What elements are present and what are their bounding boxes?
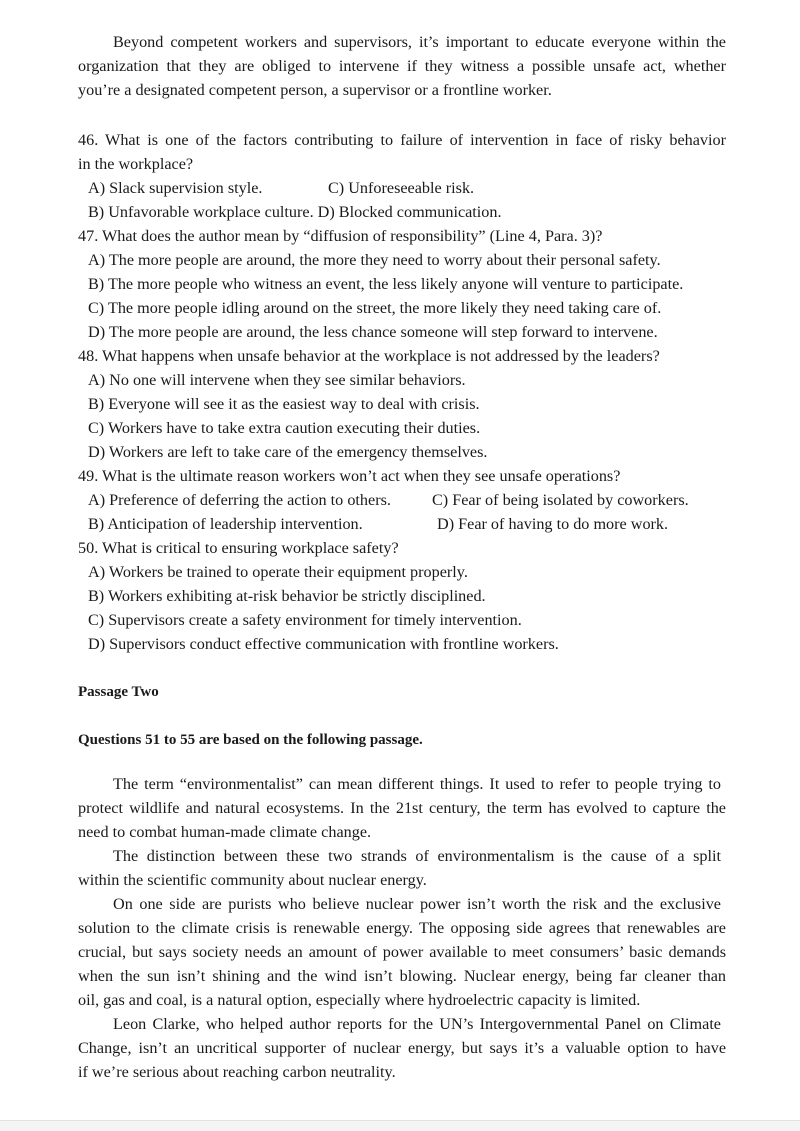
passage-line-6: On one side are purists who believe nuclear power isn’t worth the risk and the exclusive — [113, 895, 721, 913]
q46-option-a: A) Slack supervision style. — [88, 179, 263, 197]
q46-option-c: C) Unforeseeable risk. — [328, 179, 475, 197]
passage-line-9: when the sun isn’t shining and the wind isn’t blowing. Nuclear energy, being far cleaner than — [78, 967, 726, 985]
q50-stem: 50. What is critical to ensuring workplace safety? — [78, 539, 399, 557]
q48-stem: 48. What happens when unsafe behavior at the workplace is not addressed by the leaders? — [78, 347, 660, 365]
passage-line-1: The term “environmentalist” can mean different things. It used to refer to people trying to — [113, 775, 721, 793]
q49-option-a: A) Preference of deferring the action to others. — [88, 491, 391, 509]
passage-line-4: The distinction between these two strands of environmentalism is the cause of a split — [113, 847, 721, 865]
q48-option-c: C) Workers have to take extra caution executing their duties. — [88, 419, 481, 437]
q47-stem: 47. What does the author mean by “diffusion of responsibility” (Line 4, Para. 3)? — [78, 227, 603, 245]
q47-option-a: A) The more people are around, the more they need to worry about their personal safety. — [88, 251, 661, 269]
passage-two-instruction: Questions 51 to 55 are based on the following passage. — [78, 732, 423, 748]
passage-line-5: within the scientific community about nuclear energy. — [78, 871, 427, 889]
q48-option-b: B) Everyone will see it as the easiest way to deal with crisis. — [88, 395, 480, 413]
intro-line-1: Beyond competent workers and supervisors, it’s important to educate everyone within the — [113, 33, 726, 51]
intro-line-3: you’re a designated competent person, a supervisor or a frontline worker. — [78, 81, 552, 99]
passage-line-13: if we’re serious about reaching carbon neutrality. — [78, 1063, 396, 1081]
passage-two-heading: Passage Two — [78, 684, 159, 700]
q50-option-b: B) Workers exhibiting at-risk behavior be strictly disciplined. — [88, 587, 486, 605]
q47-option-c: C) The more people idling around on the street, the more likely they need taking care of. — [88, 299, 662, 317]
q46-stem-line-2: in the workplace? — [78, 155, 194, 173]
q50-option-c: C) Supervisors create a safety environment for timely intervention. — [88, 611, 522, 629]
q49-option-c: C) Fear of being isolated by coworkers. — [432, 491, 689, 509]
q49-option-b: B) Anticipation of leadership intervention. — [88, 515, 363, 533]
q48-option-d: D) Workers are left to take care of the emergency themselves. — [88, 443, 488, 461]
passage-line-3: need to combat human-made climate change. — [78, 823, 372, 841]
intro-line-2: organization that they are obliged to intervene if they witness a possible unsafe act, whether — [78, 57, 726, 75]
passage-line-7: solution to the climate crisis is renewable energy. The opposing side agrees that renewables are — [78, 919, 726, 937]
q46-options-b-d: B) Unfavorable workplace culture. D) Blocked communication. — [88, 203, 502, 221]
passage-line-8: crucial, but says society needs an amount of power available to meet consumers’ basic demands — [78, 943, 726, 961]
q50-option-a: A) Workers be trained to operate their equipment properly. — [88, 563, 468, 581]
passage-line-12: Change, isn’t an uncritical supporter of nuclear energy, but says it’s a valuable option to have — [78, 1039, 726, 1057]
passage-line-2: protect wildlife and natural ecosystems. In the 21st century, the term has evolved to capture the — [78, 799, 726, 817]
q50-option-d: D) Supervisors conduct effective communication with frontline workers. — [88, 635, 559, 653]
q46-stem-line-1: 46. What is one of the factors contributing to failure of intervention in face of risky behavior — [78, 131, 726, 149]
q47-option-d: D) The more people are around, the less chance someone will step forward to intervene. — [88, 323, 658, 341]
passage-line-11: Leon Clarke, who helped author reports for the UN’s Intergovernmental Panel on Climate — [113, 1015, 721, 1033]
q49-option-d: D) Fear of having to do more work. — [437, 515, 669, 533]
q47-option-b: B) The more people who witness an event, the less likely anyone will venture to participate. — [88, 275, 684, 293]
q48-option-a: A) No one will intervene when they see similar behaviors. — [88, 371, 466, 389]
q49-stem: 49. What is the ultimate reason workers won’t act when they see unsafe operations? — [78, 467, 621, 485]
passage-line-10: oil, gas and coal, is a natural option, especially where hydroelectric capacity is limited. — [78, 991, 641, 1009]
page-bottom-edge — [0, 1120, 800, 1131]
